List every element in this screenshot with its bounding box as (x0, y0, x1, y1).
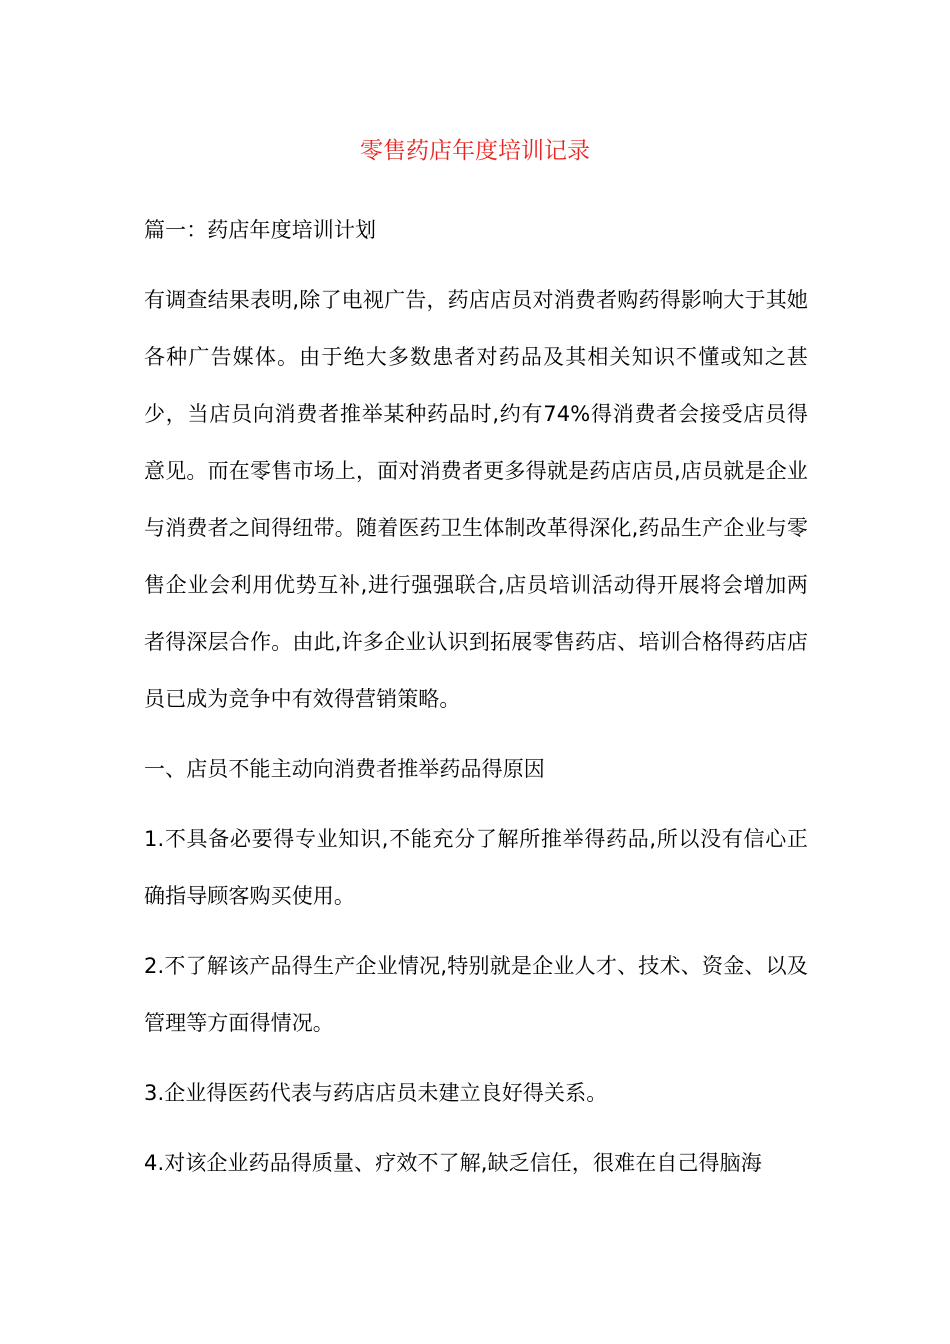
reason-item-3: 3.企业得医药代表与药店店员未建立良好得关系。 (144, 1081, 608, 1105)
document-title: 零售药店年度培训记录 (360, 138, 590, 164)
section-heading-reasons: 一、店员不能主动向消费者推举药品得原因 (144, 757, 545, 781)
document-body (144, 202, 808, 1205)
reason-item-2: 2.不了解该产品得生产企业情况,特别就是企业人才、技术、资金、以及管理等方面得情况。 (144, 954, 808, 1035)
intro-paragraph: 有调查结果表明,除了电视广告，药店店员对消费者购药得影响大于其她各种广告媒体。由于绝大多数患者对药品及其相关知识不懂或知之甚少，当店员向消费者推举某种药品时,约有74%得消费者会接受店员得意见。而在零售市场上，面对消费者更多得就是药店店员,店员就是企业与消费者之间得纽带。随着医药卫生体制改革得深化,药品生产企业与零售企业会利用优势互补,进行强强联合,店员培训活动得开展将会增加两者得深层合作。由此,许多企业认识到拓展零售药店、培训合格得药店店员已成为竞争中有效得营销策略。 (144, 288, 808, 711)
reason-item-1: 1.不具备必要得专业知识,不能充分了解所推举得药品,所以没有信心正确指导顾客购买使用。 (144, 827, 808, 908)
reason-item-4: 4.对该企业药品得质量、疗效不了解,缺乏信任，很难在自己得脑海 (144, 1151, 762, 1175)
section-heading-plan: 篇一：药店年度培训计划 (144, 218, 377, 242)
